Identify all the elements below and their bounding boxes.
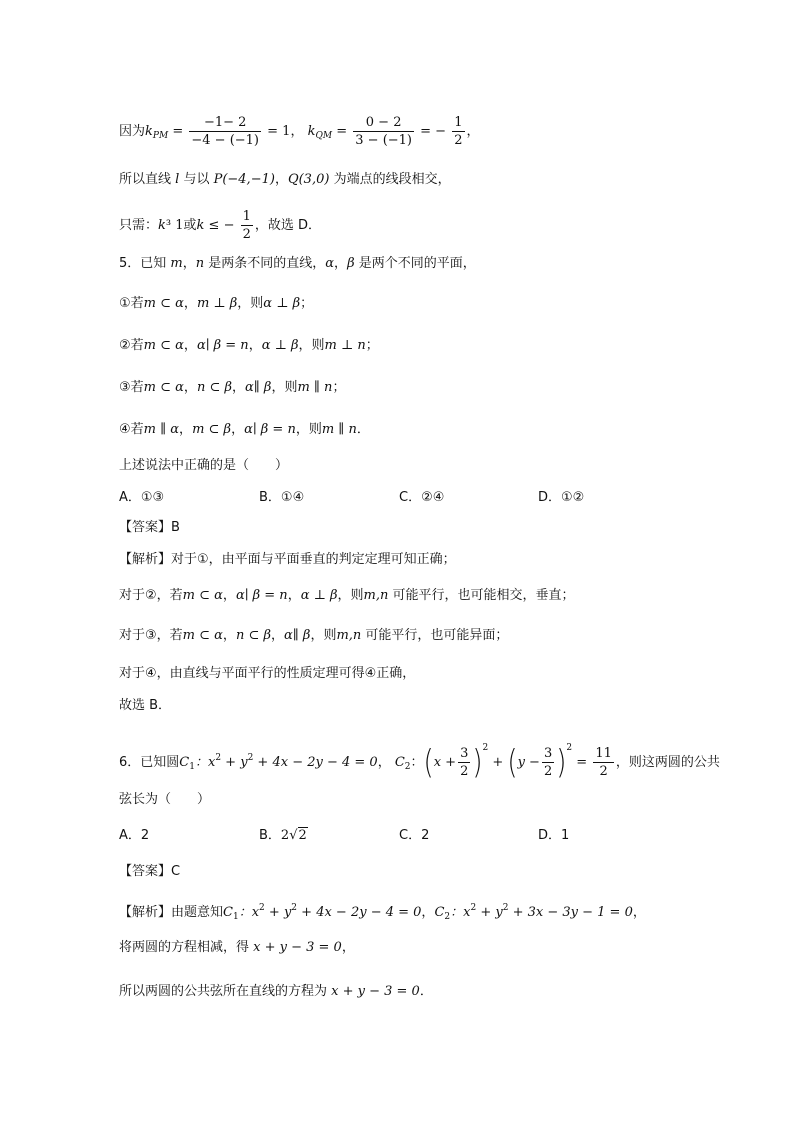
q5-statement-3: [119, 378, 345, 398]
math: m ⊂ α: [182, 628, 223, 643]
math: x + y − 3 = 0: [331, 984, 420, 999]
math: m ∥ n: [297, 380, 333, 395]
math: α ⊥ β: [261, 338, 299, 353]
right-paren: ): [556, 743, 567, 782]
fraction: [353, 114, 414, 149]
math: + 4x − 2y − 4 = 0: [297, 905, 422, 920]
radicand: 2: [298, 828, 307, 843]
math: m ⊂ α: [143, 338, 184, 353]
text: ，: [222, 588, 236, 603]
math: l: [175, 172, 180, 187]
text: ，: [179, 422, 193, 437]
math: k: [196, 218, 205, 233]
math: m,n: [363, 588, 389, 603]
numerator: 1: [454, 115, 463, 130]
denominator: 2: [242, 227, 251, 242]
q5-statement-4: [119, 420, 370, 440]
text: ，: [222, 628, 236, 643]
q5-explanation-5: 故选 B．: [119, 698, 172, 713]
text: ，: [341, 940, 355, 955]
math: β: [347, 256, 355, 271]
math: n ⊂ β: [196, 380, 232, 395]
math: ：x: [450, 905, 471, 920]
text: ，则: [295, 422, 322, 437]
text: ，: [231, 380, 245, 395]
text: 可能平行，也可能异面；: [361, 628, 509, 643]
q5-explanation-3: [119, 626, 508, 646]
math: + y: [476, 905, 503, 920]
math-sup: 2: [470, 903, 477, 913]
math: α ⊥ β: [263, 296, 301, 311]
right-paren: ): [472, 743, 483, 782]
math: P(−4,−1): [213, 172, 275, 187]
q4-line-condition: [119, 208, 321, 243]
q5-explanation-4: 对于④，由直线与平面平行的性质定理可得④正确，: [119, 666, 416, 681]
math: + y: [264, 905, 292, 920]
math: m ∥ α: [143, 422, 180, 437]
math: n: [195, 256, 205, 271]
math: n ⊂ β: [235, 628, 271, 643]
text: ，故选 D．: [254, 218, 322, 233]
text: 是两个不同的平面，: [354, 256, 476, 271]
math: m ⊥ n: [324, 338, 366, 353]
math-sup: 2: [566, 743, 573, 753]
numerator: −1− 2: [189, 114, 261, 132]
fraction: [241, 208, 253, 243]
q6-stem: [119, 738, 720, 780]
q5-question: 上述说法中正确的是（ ）: [119, 458, 289, 473]
math: x +: [433, 755, 457, 770]
denominator: 2: [454, 133, 463, 148]
math: k: [307, 124, 316, 139]
q5-answer: 【答案】B: [119, 520, 180, 535]
text: ，: [421, 905, 435, 920]
text: ，: [334, 256, 348, 271]
math: =: [336, 124, 348, 139]
text: ；: [332, 380, 346, 395]
text: ①若: [119, 296, 144, 311]
text: ，: [183, 380, 197, 395]
q4-line-slopes: [119, 114, 480, 149]
text: ．: [419, 984, 433, 999]
text: ④若: [119, 422, 144, 437]
math-sup: 2: [259, 903, 265, 913]
math: 2: [280, 828, 290, 843]
math: m ⊂ α: [143, 380, 184, 395]
math: k: [145, 124, 153, 139]
text: 所以直线: [119, 172, 176, 187]
math-sub: 1: [232, 912, 239, 922]
denominator: 2: [599, 764, 608, 779]
text: 对于②，若: [119, 588, 183, 603]
q5-option-a: A．①③: [119, 490, 165, 505]
math: C: [179, 755, 190, 770]
q5-statement-2: [119, 336, 379, 356]
q5-explanation-2: [119, 586, 575, 606]
math: =: [576, 755, 588, 770]
math: α∥ β: [245, 380, 272, 395]
fraction: [542, 745, 554, 780]
fraction: [458, 745, 470, 780]
left-paren: (: [507, 743, 518, 782]
text: 将两圆的方程相减，得: [119, 940, 254, 955]
math-sup: 2: [291, 903, 298, 913]
math: x + y − 3 = 0: [253, 940, 342, 955]
q6-explanation-2: [119, 938, 355, 958]
math: m ⊂ α: [143, 296, 184, 311]
text: ，则: [237, 296, 264, 311]
sqrt-sign: √: [289, 828, 298, 843]
math: =: [172, 124, 184, 139]
text: 与以: [179, 172, 214, 187]
q6-option-c: C．2: [399, 828, 430, 843]
q6-option-b: [259, 826, 308, 846]
q4-line-intersect: [119, 170, 451, 190]
math: = 1，: [267, 124, 304, 139]
fraction: [452, 114, 464, 149]
text: ，: [231, 422, 245, 437]
q5-explanation-1: 【解析】对于①，由平面与平面垂直的判定定理可知正确；: [119, 552, 456, 567]
text: 为端点的线段相交，: [329, 172, 451, 187]
math: ：x: [194, 755, 216, 770]
math: C: [223, 905, 233, 920]
math: Q(3,0): [287, 172, 330, 187]
math-sup: 2: [215, 753, 222, 763]
q6-stem-continued: 弦长为（ ）: [119, 792, 211, 807]
text: ，: [270, 628, 284, 643]
math: α∣ β = n: [235, 588, 288, 603]
denominator: 2: [543, 764, 553, 779]
text: ②若: [119, 338, 144, 353]
text: 只需：: [119, 218, 159, 233]
math-sub: QM: [315, 131, 333, 141]
math-sub: 2: [444, 912, 451, 922]
text: ，: [274, 172, 288, 187]
math: m ⊂ β: [192, 422, 232, 437]
q6-explanation-3: [119, 982, 433, 1002]
math: C: [434, 905, 445, 920]
text: ，: [466, 124, 480, 139]
math-sub: 1: [189, 762, 195, 772]
math: +: [492, 755, 504, 770]
numerator: 3: [543, 746, 553, 761]
text: ，: [377, 755, 391, 770]
math: m ⊥ β: [196, 296, 238, 311]
text: 所以两圆的公共弦所在直线的方程为: [119, 984, 332, 999]
math: α ⊥ β: [300, 588, 338, 603]
denominator: 3 − (−1): [355, 133, 413, 148]
text: ，: [183, 338, 197, 353]
numerator: 3: [460, 746, 469, 761]
fraction: [593, 745, 614, 780]
q5-option-b: B．①④: [259, 490, 305, 505]
math: m ∥ n: [321, 422, 357, 437]
text: ，: [183, 296, 197, 311]
math: α∣ β = n: [196, 338, 249, 353]
text: ；: [300, 296, 314, 311]
text: ，: [182, 256, 196, 271]
math-sup: 2: [502, 903, 509, 913]
math: k: [158, 218, 166, 233]
text: ，则: [271, 380, 298, 395]
text: ，: [287, 588, 301, 603]
text: ，则: [298, 338, 325, 353]
q6-explanation-1: [119, 898, 646, 927]
q5-option-c: C．②④: [399, 490, 445, 505]
math: + 3x − 3y − 1 = 0: [508, 905, 633, 920]
math: C: [394, 755, 405, 770]
math-sub: 2: [404, 762, 411, 772]
math: ³ 1或: [165, 218, 197, 233]
denominator: −4 − (−1): [191, 133, 260, 148]
text: ；: [365, 338, 379, 353]
math: α∥ β: [284, 628, 311, 643]
text: ：: [410, 755, 424, 770]
text: 对于③，若: [119, 628, 183, 643]
math: = −: [420, 124, 447, 139]
text: ，则这两圆的公共: [615, 755, 720, 770]
math: α∣ β = n: [244, 422, 296, 437]
math: α: [325, 256, 335, 271]
text: ③若: [119, 380, 144, 395]
left-paren: (: [423, 743, 434, 782]
denominator: 2: [460, 764, 469, 779]
numerator: 0 − 2: [353, 114, 414, 132]
numerator: 1: [242, 209, 251, 224]
q5-option-d: D．①②: [538, 490, 585, 505]
math: ≤ −: [204, 218, 235, 233]
fraction: [189, 114, 261, 149]
text: 5．已知: [119, 256, 171, 271]
text: 可能平行，也可能相交，垂直；: [388, 588, 575, 603]
text: ，: [248, 338, 262, 353]
math-sup: 2: [247, 753, 254, 763]
math: m,n: [336, 628, 362, 643]
option-label: B．: [259, 828, 281, 843]
text: ，则: [310, 628, 337, 643]
text: ，: [632, 905, 646, 920]
math: ：x: [238, 905, 260, 920]
numerator: 11: [595, 746, 612, 761]
math: y −: [517, 755, 540, 770]
text: ．: [356, 422, 370, 437]
text: 6．已知圆: [119, 755, 180, 770]
q5-statement-1: [119, 294, 313, 314]
q6-option-a: A．2: [119, 828, 150, 843]
text: ，则: [337, 588, 364, 603]
math-sub: PM: [152, 131, 169, 141]
q6-answer: 【答案】C: [119, 864, 181, 879]
q6-option-d: D．1: [538, 828, 570, 843]
math: + 4x − 2y − 4 = 0: [253, 755, 378, 770]
q5-stem: [119, 254, 476, 274]
math: + y: [221, 755, 248, 770]
math: m ⊂ α: [182, 588, 223, 603]
text: 因为: [119, 124, 146, 139]
math: m: [170, 256, 183, 271]
text: 【解析】由题意知: [119, 905, 224, 920]
text: 是两条不同的直线，: [204, 256, 326, 271]
math-sup: 2: [482, 743, 489, 753]
